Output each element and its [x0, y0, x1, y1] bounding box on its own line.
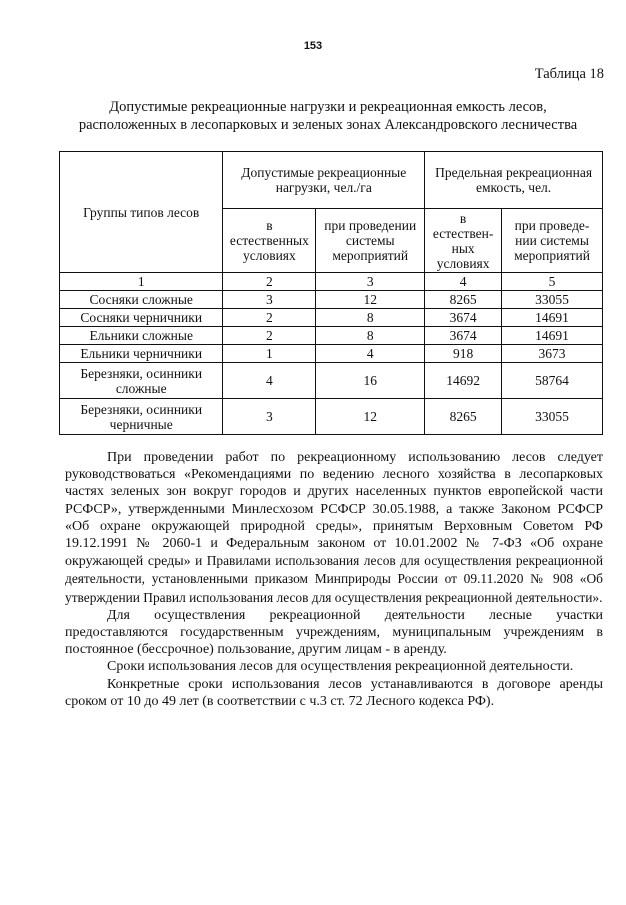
header-load-system: при проведении системы мероприятий	[316, 209, 425, 273]
paragraph-guidance-part1: При проведении работ по рекреационному использованию лесов следует руководствоваться «Рекомендациями по ведению лесного хозяйства в лесопарковых частях зеленых зон вокруг городов и других населенных пунктов европейской части РСФСР», утвержденными Минлесхозом РСФСР 30.05.1988, а также Законом РСФСР «Об охране окружающей природной среды», принятым Верховным Советом РФ 19.12.1991 № 2060-1 и Федеральным законом от 10.01.2002 № 7-ФЗ «Об охране окружающей среды»	[65, 450, 603, 570]
col-number: 2	[223, 273, 316, 291]
cell-group: Сосняки сложные	[60, 291, 223, 309]
title-line-1: Допустимые рекреационные нагрузки и рекреационная емкость лесов,	[109, 99, 547, 115]
header-forest-groups: Группы типов лесов	[60, 152, 223, 273]
cell-group: Ельники черничники	[60, 345, 223, 363]
cell-group: Сосняки черничники	[60, 309, 223, 327]
table-row	[60, 363, 603, 399]
col-number: 1	[60, 273, 223, 291]
cell-cap-natural: 918	[425, 345, 502, 363]
cell-cap-system: 33055	[502, 291, 603, 309]
cell-cap-system: 14691	[502, 327, 603, 345]
table-row	[60, 327, 603, 345]
paragraph-terms-heading: Сроки использования лесов для осуществления рекреационной деятельности.	[107, 659, 574, 675]
recreation-table	[59, 151, 603, 435]
header-capacity-natural: в естествен-ных условиях	[425, 209, 502, 273]
title-line-2: расположенных в лесопарковых и зеленых зонах Александровского лесничества	[78, 117, 578, 133]
cell-cap-system: 3673	[502, 345, 603, 363]
header-load-natural: в естественных условиях	[223, 209, 316, 273]
cell-group: Березняки, осинники сложные	[60, 363, 223, 399]
paragraph-guidance	[65, 449, 603, 607]
cell-load-natural: 3	[223, 399, 316, 435]
paragraph-terms: Конкретные сроки использования лесов устанавливаются в договоре аренды сроком от 10 до 49 лет (в соответствии с ч.3 ст. 72 Лесного кодекса РФ).	[65, 676, 603, 709]
cell-cap-natural: 8265	[425, 399, 502, 435]
cell-cap-natural: 8265	[425, 291, 502, 309]
cell-load-system: 12	[316, 291, 425, 309]
table-title	[50, 98, 606, 134]
table-row	[60, 309, 603, 327]
page-number: 153	[303, 40, 323, 52]
cell-group: Ельники сложные	[60, 327, 223, 345]
header-loads: Допустимые рекреационные нагрузки, чел./га	[223, 152, 425, 209]
header-capacity-system: при проведе-нии системы мероприятий	[502, 209, 603, 273]
body-text	[65, 449, 603, 710]
cell-group: Березняки, осинники черничные	[60, 399, 223, 435]
cell-load-natural: 2	[223, 309, 316, 327]
cell-load-system: 12	[316, 399, 425, 435]
table-row	[60, 399, 603, 435]
col-number: 4	[425, 273, 502, 291]
paragraph-guidance-part2: и Правилами использования лесов для осуществления рекреационной деятельности, установленными приказом Минприроды России от 09.11.2020 № 908 «Об утверждении Правил использования лесов для осуществления рекреационной деятельности».	[65, 553, 603, 605]
cell-load-system: 8	[316, 309, 425, 327]
paragraph-provision: Для осуществления рекреационной деятельности лесные участки предоставляются государственным учреждениям, муниципальным учреждениям в постоянное (бессрочное) пользование, другим лицам - в аренду.	[65, 607, 603, 658]
col-number: 5	[502, 273, 603, 291]
cell-load-system: 16	[316, 363, 425, 399]
cell-load-system: 8	[316, 327, 425, 345]
cell-load-natural: 1	[223, 345, 316, 363]
cell-load-system: 4	[316, 345, 425, 363]
cell-load-natural: 2	[223, 327, 316, 345]
table-row	[60, 291, 603, 309]
cell-load-natural: 3	[223, 291, 316, 309]
column-number-row	[60, 273, 603, 291]
table-label: Таблица 18	[534, 66, 604, 82]
col-number: 3	[316, 273, 425, 291]
cell-cap-system: 58764	[502, 363, 603, 399]
header-capacity: Предельная рекреационная емкость, чел.	[425, 152, 603, 209]
cell-cap-system: 33055	[502, 399, 603, 435]
cell-load-natural: 4	[223, 363, 316, 399]
cell-cap-natural: 3674	[425, 309, 502, 327]
cell-cap-natural: 3674	[425, 327, 502, 345]
cell-cap-system: 14691	[502, 309, 603, 327]
cell-cap-natural: 14692	[425, 363, 502, 399]
table-row	[60, 345, 603, 363]
